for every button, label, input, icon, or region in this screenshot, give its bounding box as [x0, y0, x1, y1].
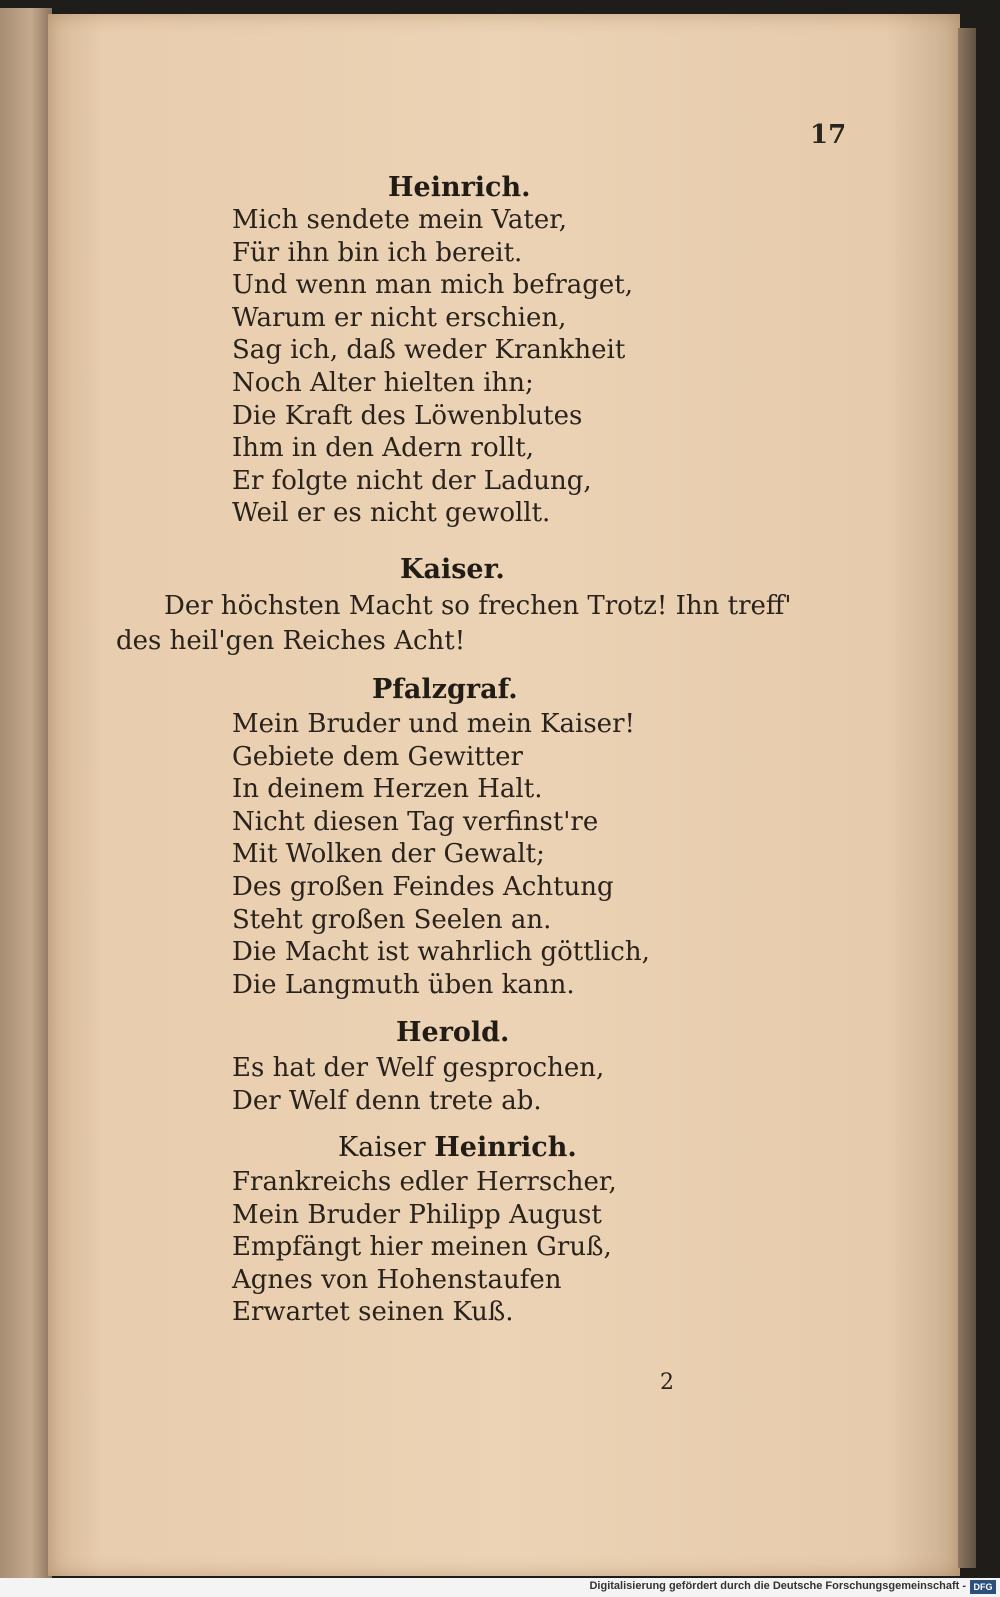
verse-kaiser-heinrich [232, 1166, 617, 1329]
verse-line: Noch Alter hielten ihn; [232, 367, 534, 398]
speaker-prefix: Kaiser [338, 1132, 426, 1163]
page-number: 17 [810, 120, 847, 150]
verse-heinrich [232, 204, 633, 530]
verse-line: Die Macht ist wahrlich göttlich, [232, 937, 650, 968]
verse-line: Erwartet seinen Kuß. [232, 1297, 514, 1328]
verse-line: Mein Bruder und mein Kaiser! [232, 709, 635, 739]
dfg-logo-icon: DFG [970, 1580, 996, 1594]
verse-line: Ihm in den Adern rollt, [232, 433, 534, 464]
prose-line: des heil'gen Reiches Acht! [116, 626, 466, 656]
verse-herold [232, 1052, 604, 1117]
speaker-herold: Herold. [396, 1017, 510, 1048]
verse-line: Mich sendete mein Vater, [232, 205, 568, 235]
verse-line: Sag ich, daß weder Krankheit [232, 335, 626, 366]
verse-line: Steht großen Seelen an. [232, 904, 552, 935]
verse-line: Er folgte nicht der Ladung, [232, 465, 592, 496]
facing-page-edge [0, 8, 52, 1578]
footer-credit: Digitalisierung gefördert durch die Deutsche Forschungsgemeinschaft - [589, 1580, 966, 1592]
verse-line: Weil er es nicht gewollt. [232, 498, 551, 529]
verse-line: Der Welf denn trete ab. [232, 1085, 542, 1116]
verse-line: Und wenn man mich befraget, [232, 270, 633, 301]
page-content [48, 14, 960, 1576]
verse-line: Mein Bruder Philipp August [232, 1199, 602, 1230]
verse-line: Gebiete dem Gewitter [232, 741, 523, 772]
page-edge-shadow [958, 28, 976, 1568]
verse-pfalzgraf [232, 708, 650, 1001]
speaker-kaiser: Kaiser. [400, 554, 505, 585]
verse-line: Die Kraft des Löwenblutes [232, 400, 583, 431]
verse-line: Mit Wolken der Gewalt; [232, 839, 545, 870]
printer-signature: 2 [660, 1370, 674, 1395]
speaker-heinrich: Heinrich. [388, 172, 531, 203]
verse-line: Für ihn bin ich bereit. [232, 237, 523, 268]
verse-line: In deinem Herzen Halt. [232, 774, 543, 805]
verse-line: Die Langmuth üben kann. [232, 969, 575, 1000]
verse-line: Empfängt hier meinen Gruß, [232, 1232, 612, 1263]
verse-line: Agnes von Hohenstaufen [232, 1264, 562, 1295]
verse-line: Warum er nicht erschien, [232, 302, 567, 333]
book-page [48, 14, 960, 1576]
speaker-pfalzgraf: Pfalzgraf. [372, 674, 518, 705]
speaker-name: Heinrich. [434, 1132, 577, 1163]
verse-line: Es hat der Welf gesprochen, [232, 1053, 605, 1083]
verse-line: Des großen Feindes Achtung [232, 871, 614, 902]
prose-line: Der höchsten Macht so frechen Trotz! Ihn treff' [164, 591, 792, 621]
verse-line: Frankreichs edler Herrscher, [232, 1167, 617, 1197]
verse-line: Nicht diesen Tag verfinst're [232, 806, 599, 837]
speaker-kaiser-heinrich [338, 1132, 577, 1163]
